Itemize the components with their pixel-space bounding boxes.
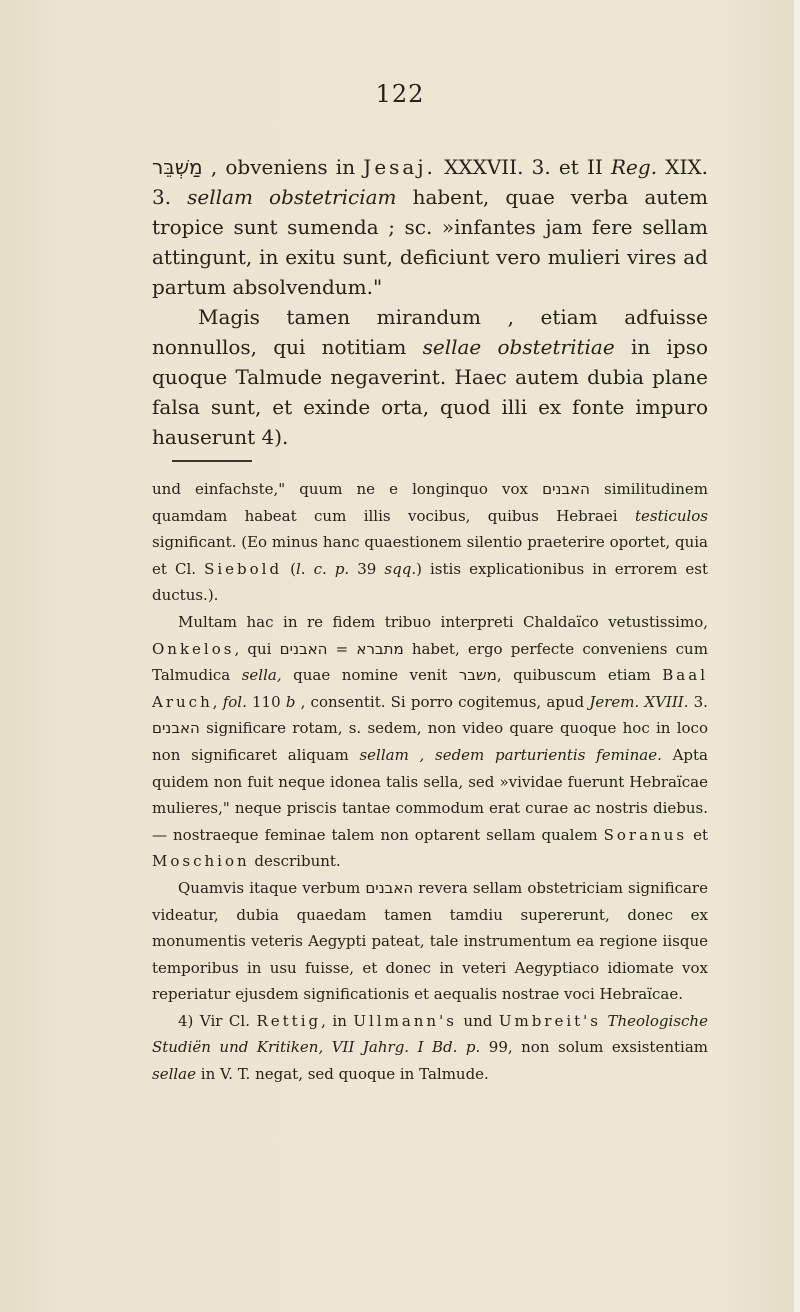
footnote-4: 4) Vir Cl. Rettig, in Ullmann's und Umbreit's Theologische Studiën und Kritiken, VII Jahrg. I Bd. p. 99, non solum exsistentiam sellae in V. T. negat, sed quoque in Talmude.: [152, 1011, 708, 1084]
hebrew-word: מַשְׁבֵּר: [152, 155, 203, 179]
main-paragraph-1: מַשְׁבֵּר , obveniens in Jesaj. XXXVII. 3. et II Reg. XIX. 3. sellam obstetriciam habent, quae verba autem tropice sunt sumenda ; sc. »infantes jam fere sellam attingunt, in exitu sunt, deficiunt vero mulieri vires ad partum absolvendum.": [152, 155, 708, 299]
page-edge: [794, 0, 800, 1312]
footnote-paragraph-2: Multam hac in re fidem tribuo interpreti Chaldaïco vetustissimo, Onkelos, qui האבנים = מתברא habet, ergo perfecte conveniens cum Talmudica sella, quae nomine venit משבר, quibuscum etiam Baal Aruch, fol. 110 b , consentit. Si porro cogitemus, apud Jerem. XVIII. 3. האבנים significare rotam, s. sedem, non video quare quoque hoc in loco non significaret aliquam sellam , sedem parturientis feminae. Apta quidem non fuit neque idonea talis sella, sed »vividae fuerunt Hebraïcae mulieres," neque priscis tantae commodum erat curae ac nostris diebus. — nostraeque feminae talem non optarent sellam qualem Soranus et Moschion describunt.: [152, 612, 708, 871]
footnote-paragraph-1: und einfachste," quum ne e longinquo vox האבנים similitudinem quamdam habeat cum illis vocibus, quibus Hebraei testiculos significant. (Eo minus hanc quaestionem silentio praeterire oportet, quia et Cl. Siebold (l. c. p. 39 sqq.) istis explicationibus in errorem est ductus.).: [152, 480, 708, 605]
main-paragraph-2: Magis tamen mirandum , etiam adfuisse nonnullos, qui notitiam sellae obstetritiae in ipso quoque Talmude negaverint. Haec autem dubia plane falsa sunt, et exinde orta, quod illi ex fonte impuro hauserunt 4).: [152, 305, 709, 449]
main-text: [152, 152, 708, 452]
page-number: 122: [375, 80, 425, 108]
footnotes: [152, 476, 708, 1088]
footnote-paragraph-3: Quamvis itaque verbum האבנים revera sellam obstetriciam significare videatur, dubia quaedam tamen tamdiu supererunt, donec ex monumentis veteris Aegypti pateat, tale instrumentum ea regione iisque temporibus in usu fuisse, et donec in veteri Aegyptiaco idiomate vox reperiatur ejusdem significationis et aequalis nostrae voci Hebraïcae.: [152, 878, 708, 1004]
footnote-divider: [172, 460, 252, 462]
